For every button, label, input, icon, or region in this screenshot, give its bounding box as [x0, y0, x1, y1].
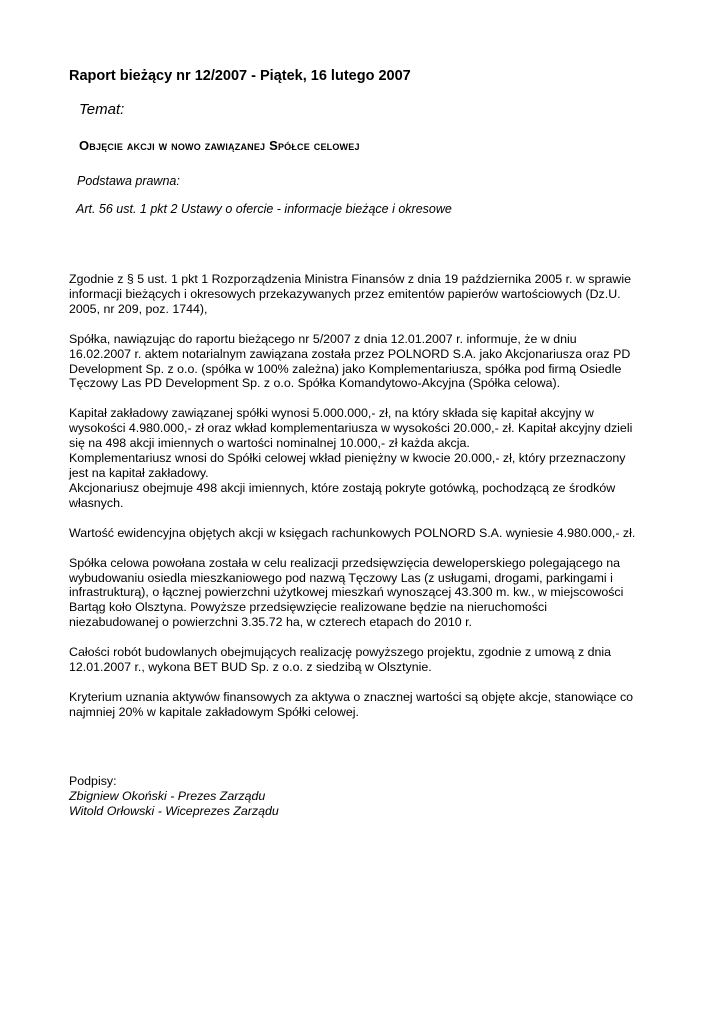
text-line: Development Sp. z o.o. (spółka w 100% zależna) jako Komplementariusza, spółka pod firmą Osiedle: [69, 361, 622, 376]
text-line: Komplementariusz wnosi do Spółki celowej wkład pieniężny w kwocie 20.000,- zł, który przeznaczony: [69, 451, 626, 466]
paragraph-project-purpose: [69, 556, 669, 631]
paragraph-book-value: [69, 526, 669, 541]
text-line: Całości robót budowlanych obejmujących realizację powyższego projektu, zgodnie z umową z dnia: [69, 645, 612, 660]
text-line: informacji bieżących i okresowych przekazywanych przez emitentów papierów wartościowych (Dz.U.: [69, 286, 621, 301]
legal-basis-label: Podstawa prawna:: [77, 174, 180, 188]
text-line: niezabudowanej o powierzchni 3.35.72 ha, w czterech etapach do 2010 r.: [69, 615, 472, 630]
report-body: [69, 272, 669, 720]
signatory-president: Zbigniew Okoński - Prezes Zarządu: [69, 789, 266, 803]
text-line: wysokości 4.980.000,- zł oraz wkład komplementariusza w wysokości 20.000,- zł. Kapitał akcyjny dzieli: [69, 421, 633, 436]
signatory-vice-president: Witold Orłowski - Wiceprezes Zarządu: [69, 804, 279, 818]
report-title: Raport bieżący nr 12/2007 - Piątek, 16 lutego 2007: [69, 68, 411, 84]
paragraph-company-formation: [69, 332, 669, 392]
text-line: infrastrukturą), o łącznej powierzchni użytkowej mieszkań wynoszącej 43.300 m. kw., w miejscowości: [69, 585, 624, 600]
text-line: Spółka celowa powołana została w celu realizacji przedsięwzięcia deweloperskiego polegającego na: [69, 555, 621, 570]
report-subject: Objęcie akcji w nowo zawiązanej Spółce celowej: [79, 138, 360, 153]
signatures-block: [69, 774, 279, 819]
paragraph-construction-contractor: [69, 645, 669, 675]
text-line: Tęczowy Las PD Development Sp. z o.o. Spółka Komandytowo-Akcyjna (Spółka celowa).: [69, 376, 561, 391]
text-line: Zgodnie z § 5 ust. 1 pkt 1 Rozporządzenia Ministra Finansów z dnia 19 października 2005 r. w sprawie: [69, 272, 632, 286]
text-line: Kryterium uznania aktywów finansowych za aktywa o znacznej wartości są objęte akcje, stanowiące co: [69, 689, 634, 704]
text-line: jest na kapitał zakładowy.: [69, 465, 209, 480]
text-line: Spółka, nawiązując do raportu bieżącego nr 5/2007 z dnia 12.01.2007 r. informuje, że w dniu: [69, 331, 577, 346]
text-line: Wartość ewidencyjna objętych akcji w księgach rachunkowych POLNORD S.A. wyniesie 4.980.000,- zł.: [69, 525, 636, 540]
paragraph-significance-criterion: [69, 690, 669, 720]
legal-basis-text: Art. 56 ust. 1 pkt 2 Ustawy o ofercie - informacje bieżące i okresowe: [76, 202, 452, 216]
topic-label: Temat:: [79, 101, 125, 118]
text-line: 12.01.2007 r., wykona BET BUD Sp. z o.o. z siedzibą w Olsztynie.: [69, 660, 432, 675]
text-line: się na 498 akcji imiennych o wartości nominalnej 10.000,- zł każda akcja.: [69, 436, 470, 451]
paragraph-share-capital: [69, 406, 669, 510]
text-line: Bartąg koło Olsztyna. Powyższe przedsięwzięcie realizowane będzie na nieruchomości: [69, 600, 547, 615]
text-line: własnych.: [69, 495, 124, 510]
text-line: Akcjonariusz obejmuje 498 akcji imiennych, które zostają pokryte gotówką, pochodzącą ze środków: [69, 480, 616, 495]
text-line: 16.02.2007 r. aktem notarialnym zawiązana została przez POLNORD S.A. jako Akcjonariusza oraz PD: [69, 346, 631, 361]
text-line: Kapitał zakładowy zawiązanej spółki wynosi 5.000.000,- zł, na który składa się kapitał akcyjny w: [69, 406, 594, 421]
text-line: najmniej 20% w kapitale zakładowym Spółki celowej.: [69, 704, 359, 719]
text-line: 2005, nr 209, poz. 1744),: [69, 301, 208, 316]
signatures-label: Podpisy:: [69, 774, 117, 788]
text-line: wybudowaniu osiedla mieszkaniowego pod nazwą Tęczowy Las (z usługami, drogami, parkingami i: [69, 570, 613, 585]
paragraph-legal-reference: [69, 272, 669, 317]
